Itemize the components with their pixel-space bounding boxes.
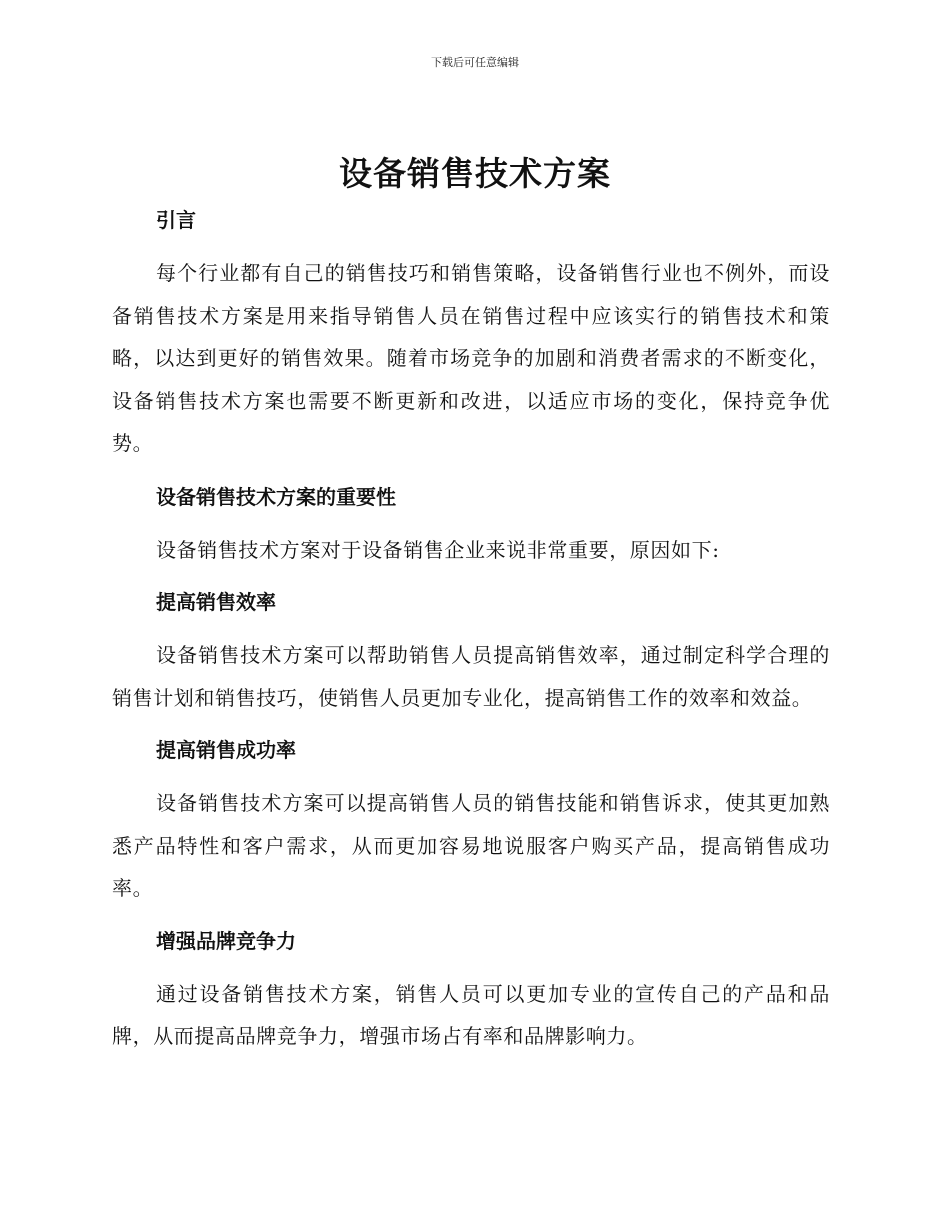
document-title: 设备销售技术方案 <box>339 154 611 193</box>
section-paragraph-efficiency: 设备销售技术方案可以帮助销售人员提高销售效率，通过制定科学合理的销售计划和销售技巧，使销售人员更加专业化，提高销售工作的效率和效益。 <box>112 643 830 710</box>
section-paragraph-importance: 设备销售技术方案对于设备销售企业来说非常重要，原因如下: <box>156 537 720 562</box>
section-paragraph-success-rate: 设备销售技术方案可以提高销售人员的销售技能和销售诉求，使其更加熟悉产品特性和客户需求，从而更加容易地说服客户购买产品，提高销售成功率。 <box>112 791 830 900</box>
section-heading-brand: 增强品牌竞争力 <box>156 928 296 953</box>
section-heading-efficiency: 提高销售效率 <box>156 590 276 614</box>
header-note: 下载后可任意编辑 <box>431 56 519 69</box>
section-paragraph-brand: 通过设备销售技术方案，销售人员可以更加专业的宣传自己的产品和品牌，从而提高品牌竞争力，增强市场占有率和品牌影响力。 <box>112 981 830 1048</box>
section-heading-success-rate: 提高销售成功率 <box>156 738 296 762</box>
section-paragraph-intro: 每个行业都有自己的销售技巧和销售策略，设备销售行业也不例外，而设备销售技术方案是用来指导销售人员在销售过程中应该实行的销售技术和策略，以达到更好的销售效果。随着市场竞争的加剧和消费者需求的不断变化，设备销售技术方案也需要不断更新和改进，以适应市场的变化，保持竞争优势。 <box>112 261 830 455</box>
document-body <box>112 200 830 1058</box>
section-heading-importance: 设备销售技术方案的重要性 <box>156 484 396 509</box>
section-heading-intro: 引言 <box>156 208 196 232</box>
